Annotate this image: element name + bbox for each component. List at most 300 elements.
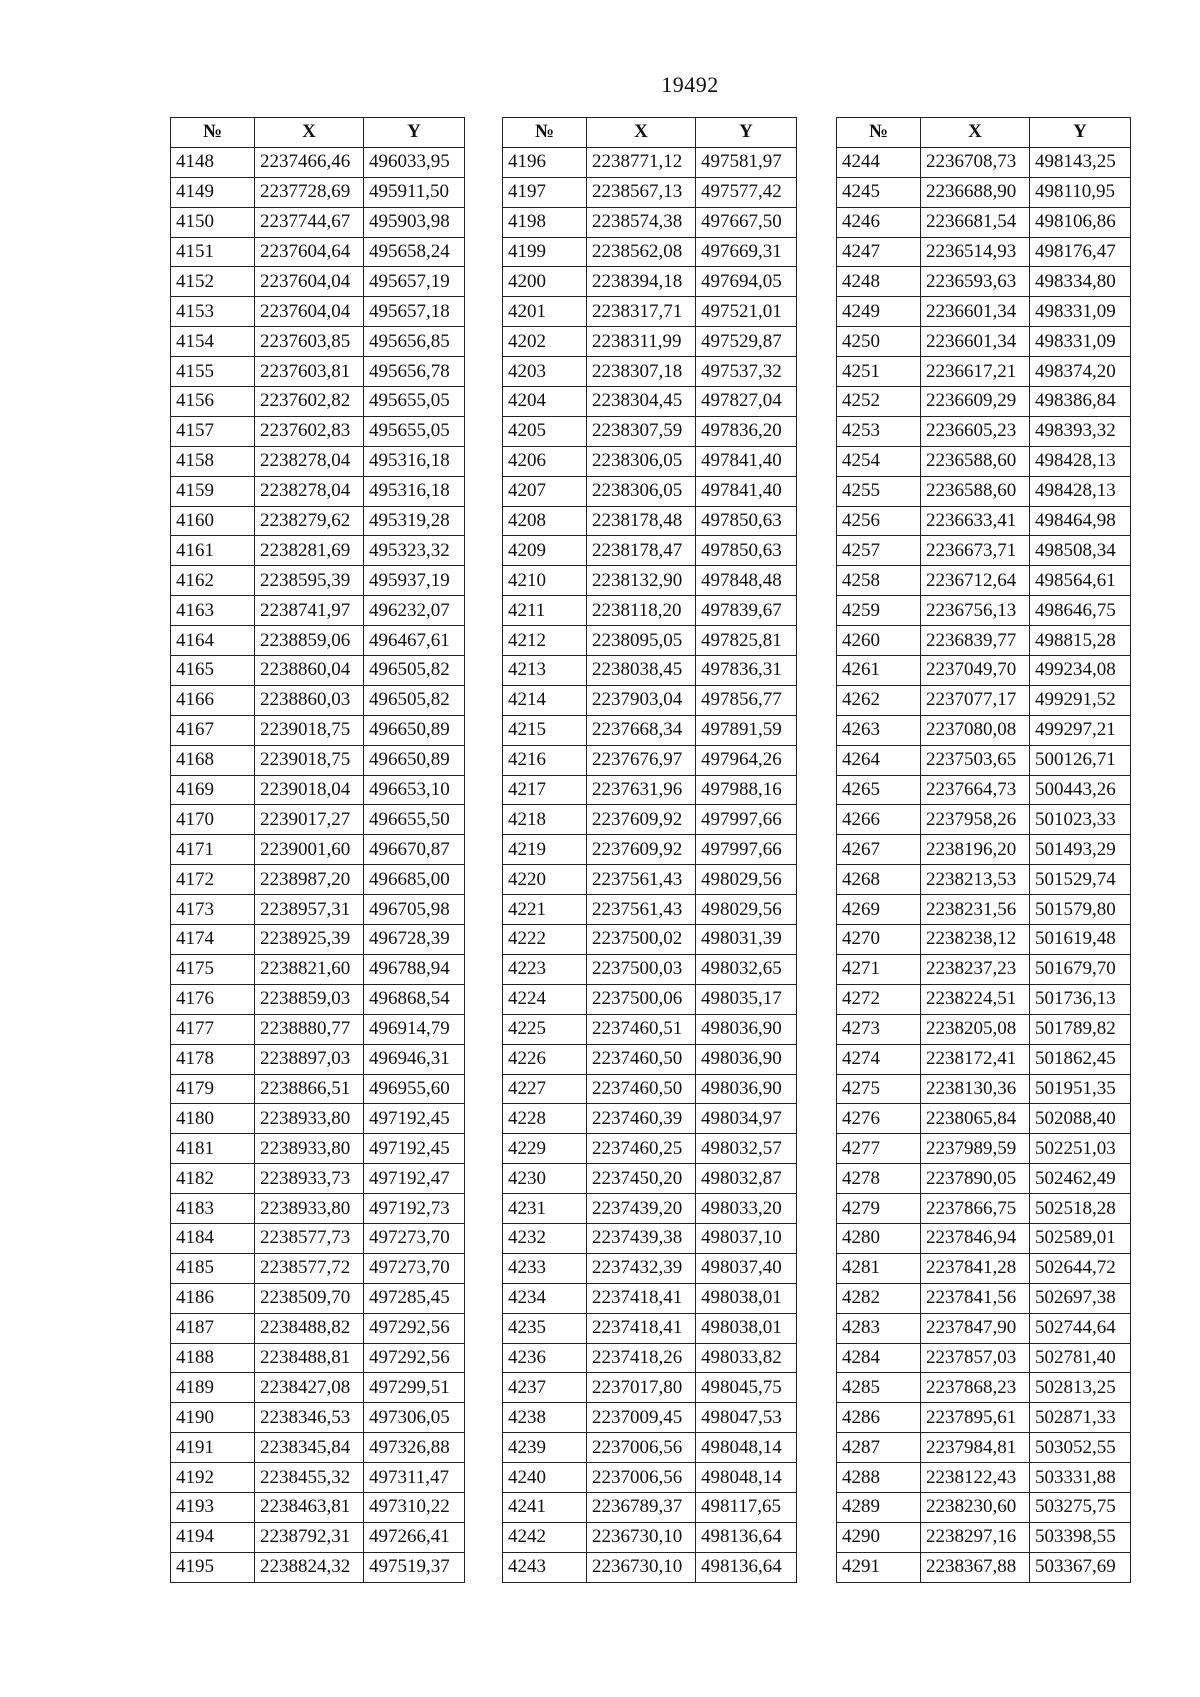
point-number-cell: 4199 xyxy=(503,237,587,267)
table-row xyxy=(503,1522,797,1552)
table-row xyxy=(837,685,1131,715)
point-number-cell: 4262 xyxy=(837,685,921,715)
point-number-cell: 4282 xyxy=(837,1283,921,1313)
point-number-cell: 4255 xyxy=(837,476,921,506)
point-number-cell: 4162 xyxy=(171,566,255,596)
point-number-cell: 4177 xyxy=(171,1014,255,1044)
x-coordinate-cell: 2238306,05 xyxy=(587,446,696,476)
table-row xyxy=(171,954,465,984)
point-number-cell: 4228 xyxy=(503,1104,587,1134)
point-number-cell: 4194 xyxy=(171,1522,255,1552)
x-coordinate-cell: 2238346,53 xyxy=(255,1403,364,1433)
x-coordinate-cell: 2238427,08 xyxy=(255,1373,364,1403)
x-coordinate-cell: 2236673,71 xyxy=(921,536,1030,566)
table-row xyxy=(503,177,797,207)
point-number-cell: 4150 xyxy=(171,207,255,237)
table-row xyxy=(171,835,465,865)
y-coordinate-cell: 495656,78 xyxy=(364,357,465,387)
point-number-cell: 4291 xyxy=(837,1552,921,1582)
table-row xyxy=(837,416,1131,446)
point-number-cell: 4263 xyxy=(837,715,921,745)
table-row xyxy=(171,1552,465,1582)
point-number-cell: 4269 xyxy=(837,895,921,925)
point-number-cell: 4210 xyxy=(503,566,587,596)
table-row xyxy=(837,566,1131,596)
table-row xyxy=(837,1433,1131,1463)
y-coordinate-cell: 497997,66 xyxy=(696,835,797,865)
point-number-cell: 4171 xyxy=(171,835,255,865)
point-number-cell: 4175 xyxy=(171,954,255,984)
x-coordinate-cell: 2238118,20 xyxy=(587,596,696,626)
x-coordinate-cell: 2237561,43 xyxy=(587,895,696,925)
point-number-cell: 4232 xyxy=(503,1223,587,1253)
table-row xyxy=(837,1044,1131,1074)
table-row xyxy=(503,476,797,506)
x-coordinate-cell: 2238307,18 xyxy=(587,357,696,387)
point-number-cell: 4237 xyxy=(503,1373,587,1403)
point-number-cell: 4247 xyxy=(837,237,921,267)
x-coordinate-cell: 2236609,29 xyxy=(921,387,1030,417)
coordinates-table-2 xyxy=(502,117,797,1583)
x-coordinate-cell: 2238367,88 xyxy=(921,1552,1030,1582)
header-y: Y xyxy=(1030,118,1131,148)
point-number-cell: 4271 xyxy=(837,954,921,984)
x-coordinate-cell: 2238122,43 xyxy=(921,1463,1030,1493)
table-row xyxy=(837,1164,1131,1194)
point-number-cell: 4156 xyxy=(171,387,255,417)
point-number-cell: 4289 xyxy=(837,1492,921,1522)
x-coordinate-cell: 2236688,90 xyxy=(921,177,1030,207)
table-row xyxy=(503,1433,797,1463)
y-coordinate-cell: 502644,72 xyxy=(1030,1253,1131,1283)
point-number-cell: 4244 xyxy=(837,147,921,177)
y-coordinate-cell: 498374,20 xyxy=(1030,357,1131,387)
y-coordinate-cell: 496505,82 xyxy=(364,685,465,715)
table-row xyxy=(837,805,1131,835)
y-coordinate-cell: 498048,14 xyxy=(696,1463,797,1493)
y-coordinate-cell: 497292,56 xyxy=(364,1313,465,1343)
point-number-cell: 4264 xyxy=(837,745,921,775)
y-coordinate-cell: 498038,01 xyxy=(696,1313,797,1343)
point-number-cell: 4159 xyxy=(171,476,255,506)
table-row xyxy=(837,1373,1131,1403)
point-number-cell: 4165 xyxy=(171,656,255,686)
y-coordinate-cell: 502781,40 xyxy=(1030,1343,1131,1373)
x-coordinate-cell: 2236708,73 xyxy=(921,147,1030,177)
y-coordinate-cell: 496955,60 xyxy=(364,1074,465,1104)
table-row xyxy=(171,1492,465,1522)
y-coordinate-cell: 496728,39 xyxy=(364,925,465,955)
table-row xyxy=(503,925,797,955)
y-coordinate-cell: 497529,87 xyxy=(696,327,797,357)
y-coordinate-cell: 496232,07 xyxy=(364,596,465,626)
table-row xyxy=(837,1074,1131,1104)
x-coordinate-cell: 2237500,02 xyxy=(587,925,696,955)
table-row xyxy=(171,327,465,357)
y-coordinate-cell: 497192,45 xyxy=(364,1134,465,1164)
x-coordinate-cell: 2236730,10 xyxy=(587,1522,696,1552)
point-number-cell: 4217 xyxy=(503,775,587,805)
point-number-cell: 4236 xyxy=(503,1343,587,1373)
y-coordinate-cell: 497891,59 xyxy=(696,715,797,745)
y-coordinate-cell: 501789,82 xyxy=(1030,1014,1131,1044)
table-row xyxy=(503,805,797,835)
x-coordinate-cell: 2237418,41 xyxy=(587,1313,696,1343)
x-coordinate-cell: 2237439,20 xyxy=(587,1194,696,1224)
point-number-cell: 4224 xyxy=(503,984,587,1014)
table-row xyxy=(837,596,1131,626)
table-row xyxy=(837,1343,1131,1373)
y-coordinate-cell: 497581,97 xyxy=(696,147,797,177)
point-number-cell: 4239 xyxy=(503,1433,587,1463)
point-number-cell: 4197 xyxy=(503,177,587,207)
y-coordinate-cell: 497266,41 xyxy=(364,1522,465,1552)
table-row xyxy=(171,1313,465,1343)
y-coordinate-cell: 498033,82 xyxy=(696,1343,797,1373)
y-coordinate-cell: 497850,63 xyxy=(696,536,797,566)
y-coordinate-cell: 498045,75 xyxy=(696,1373,797,1403)
y-coordinate-cell: 498032,57 xyxy=(696,1134,797,1164)
y-coordinate-cell: 497667,50 xyxy=(696,207,797,237)
point-number-cell: 4206 xyxy=(503,446,587,476)
y-coordinate-cell: 497285,45 xyxy=(364,1283,465,1313)
point-number-cell: 4195 xyxy=(171,1552,255,1582)
point-number-cell: 4216 xyxy=(503,745,587,775)
table-row xyxy=(837,1522,1131,1552)
point-number-cell: 4241 xyxy=(503,1492,587,1522)
x-coordinate-cell: 2238278,04 xyxy=(255,476,364,506)
header-number: № xyxy=(503,118,587,148)
x-coordinate-cell: 2238577,72 xyxy=(255,1253,364,1283)
x-coordinate-cell: 2238455,32 xyxy=(255,1463,364,1493)
point-number-cell: 4233 xyxy=(503,1253,587,1283)
x-coordinate-cell: 2237841,56 xyxy=(921,1283,1030,1313)
x-coordinate-cell: 2237866,75 xyxy=(921,1194,1030,1224)
table-row xyxy=(837,1283,1131,1313)
x-coordinate-cell: 2238792,31 xyxy=(255,1522,364,1552)
point-number-cell: 4220 xyxy=(503,865,587,895)
point-number-cell: 4277 xyxy=(837,1134,921,1164)
table-row xyxy=(503,1463,797,1493)
point-number-cell: 4182 xyxy=(171,1164,255,1194)
y-coordinate-cell: 498106,86 xyxy=(1030,207,1131,237)
x-coordinate-cell: 2236601,34 xyxy=(921,327,1030,357)
table-row xyxy=(837,476,1131,506)
x-coordinate-cell: 2237744,67 xyxy=(255,207,364,237)
point-number-cell: 4268 xyxy=(837,865,921,895)
point-number-cell: 4252 xyxy=(837,387,921,417)
table-row xyxy=(837,1492,1131,1522)
point-number-cell: 4270 xyxy=(837,925,921,955)
point-number-cell: 4209 xyxy=(503,536,587,566)
table-row xyxy=(171,1014,465,1044)
point-number-cell: 4260 xyxy=(837,626,921,656)
y-coordinate-cell: 495657,19 xyxy=(364,267,465,297)
point-number-cell: 4266 xyxy=(837,805,921,835)
x-coordinate-cell: 2238488,82 xyxy=(255,1313,364,1343)
x-coordinate-cell: 2238824,32 xyxy=(255,1552,364,1582)
point-number-cell: 4283 xyxy=(837,1313,921,1343)
table-row xyxy=(837,1014,1131,1044)
x-coordinate-cell: 2237503,65 xyxy=(921,745,1030,775)
point-number-cell: 4251 xyxy=(837,357,921,387)
table-row xyxy=(837,925,1131,955)
x-coordinate-cell: 2237846,94 xyxy=(921,1223,1030,1253)
y-coordinate-cell: 496705,98 xyxy=(364,895,465,925)
table-row xyxy=(503,685,797,715)
x-coordinate-cell: 2237668,34 xyxy=(587,715,696,745)
point-number-cell: 4253 xyxy=(837,416,921,446)
coordinates-table-3 xyxy=(836,117,1131,1583)
point-number-cell: 4259 xyxy=(837,596,921,626)
point-number-cell: 4170 xyxy=(171,805,255,835)
table-row xyxy=(837,387,1131,417)
y-coordinate-cell: 498036,90 xyxy=(696,1014,797,1044)
y-coordinate-cell: 495903,98 xyxy=(364,207,465,237)
x-coordinate-cell: 2237989,59 xyxy=(921,1134,1030,1164)
x-coordinate-cell: 2238859,03 xyxy=(255,984,364,1014)
y-coordinate-cell: 496946,31 xyxy=(364,1044,465,1074)
point-number-cell: 4219 xyxy=(503,835,587,865)
x-coordinate-cell: 2238172,41 xyxy=(921,1044,1030,1074)
x-coordinate-cell: 2237009,45 xyxy=(587,1403,696,1433)
x-coordinate-cell: 2237006,56 xyxy=(587,1433,696,1463)
y-coordinate-cell: 498032,65 xyxy=(696,954,797,984)
y-coordinate-cell: 499291,52 xyxy=(1030,685,1131,715)
table-row xyxy=(503,566,797,596)
x-coordinate-cell: 2238987,20 xyxy=(255,865,364,895)
x-coordinate-cell: 2237500,06 xyxy=(587,984,696,1014)
y-coordinate-cell: 501736,13 xyxy=(1030,984,1131,1014)
y-coordinate-cell: 500126,71 xyxy=(1030,745,1131,775)
y-coordinate-cell: 497519,37 xyxy=(364,1552,465,1582)
x-coordinate-cell: 2238574,38 xyxy=(587,207,696,237)
x-coordinate-cell: 2237890,05 xyxy=(921,1164,1030,1194)
x-coordinate-cell: 2238279,62 xyxy=(255,506,364,536)
y-coordinate-cell: 502589,01 xyxy=(1030,1223,1131,1253)
table-row xyxy=(171,626,465,656)
y-coordinate-cell: 495316,18 xyxy=(364,476,465,506)
table-row xyxy=(503,1373,797,1403)
table-row xyxy=(837,506,1131,536)
point-number-cell: 4180 xyxy=(171,1104,255,1134)
table-row xyxy=(503,1253,797,1283)
table-row xyxy=(837,835,1131,865)
table-row xyxy=(837,446,1131,476)
x-coordinate-cell: 2238577,73 xyxy=(255,1223,364,1253)
point-number-cell: 4250 xyxy=(837,327,921,357)
point-number-cell: 4261 xyxy=(837,656,921,686)
point-number-cell: 4287 xyxy=(837,1433,921,1463)
table-row xyxy=(171,1104,465,1134)
y-coordinate-cell: 496655,50 xyxy=(364,805,465,835)
point-number-cell: 4189 xyxy=(171,1373,255,1403)
y-coordinate-cell: 498047,53 xyxy=(696,1403,797,1433)
point-number-cell: 4181 xyxy=(171,1134,255,1164)
y-coordinate-cell: 497850,63 xyxy=(696,506,797,536)
x-coordinate-cell: 2239018,75 xyxy=(255,715,364,745)
x-coordinate-cell: 2237868,23 xyxy=(921,1373,1030,1403)
table-row xyxy=(171,596,465,626)
y-coordinate-cell: 502871,33 xyxy=(1030,1403,1131,1433)
y-coordinate-cell: 496033,95 xyxy=(364,147,465,177)
x-coordinate-cell: 2238933,80 xyxy=(255,1194,364,1224)
table-row xyxy=(171,566,465,596)
point-number-cell: 4218 xyxy=(503,805,587,835)
table-row xyxy=(503,1164,797,1194)
table-row xyxy=(503,745,797,775)
table-row xyxy=(171,775,465,805)
table-row xyxy=(837,267,1131,297)
table-row xyxy=(503,984,797,1014)
y-coordinate-cell: 498386,84 xyxy=(1030,387,1131,417)
table-row xyxy=(837,207,1131,237)
table-row xyxy=(171,207,465,237)
table-row xyxy=(171,745,465,775)
x-coordinate-cell: 2237466,46 xyxy=(255,147,364,177)
table-row xyxy=(171,805,465,835)
y-coordinate-cell: 501679,70 xyxy=(1030,954,1131,984)
table-row xyxy=(503,147,797,177)
point-number-cell: 4168 xyxy=(171,745,255,775)
x-coordinate-cell: 2236601,34 xyxy=(921,297,1030,327)
x-coordinate-cell: 2237847,90 xyxy=(921,1313,1030,1343)
x-coordinate-cell: 2238488,81 xyxy=(255,1343,364,1373)
point-number-cell: 4256 xyxy=(837,506,921,536)
point-number-cell: 4163 xyxy=(171,596,255,626)
point-number-cell: 4179 xyxy=(171,1074,255,1104)
y-coordinate-cell: 497310,22 xyxy=(364,1492,465,1522)
header-x: X xyxy=(255,118,364,148)
point-number-cell: 4245 xyxy=(837,177,921,207)
table-row xyxy=(503,207,797,237)
x-coordinate-cell: 2237460,51 xyxy=(587,1014,696,1044)
table-row xyxy=(503,416,797,446)
x-coordinate-cell: 2238595,39 xyxy=(255,566,364,596)
table-row xyxy=(503,1134,797,1164)
table-row xyxy=(503,1194,797,1224)
point-number-cell: 4242 xyxy=(503,1522,587,1552)
y-coordinate-cell: 503275,75 xyxy=(1030,1492,1131,1522)
table-row xyxy=(837,865,1131,895)
point-number-cell: 4187 xyxy=(171,1313,255,1343)
y-coordinate-cell: 503367,69 xyxy=(1030,1552,1131,1582)
x-coordinate-cell: 2237432,39 xyxy=(587,1253,696,1283)
table-row xyxy=(171,416,465,446)
point-number-cell: 4166 xyxy=(171,685,255,715)
y-coordinate-cell: 497192,45 xyxy=(364,1104,465,1134)
point-number-cell: 4154 xyxy=(171,327,255,357)
point-number-cell: 4202 xyxy=(503,327,587,357)
y-coordinate-cell: 495655,05 xyxy=(364,416,465,446)
table-row xyxy=(171,1522,465,1552)
table-row xyxy=(837,626,1131,656)
x-coordinate-cell: 2238213,53 xyxy=(921,865,1030,895)
point-number-cell: 4226 xyxy=(503,1044,587,1074)
table-row xyxy=(837,984,1131,1014)
point-number-cell: 4161 xyxy=(171,536,255,566)
point-number-cell: 4193 xyxy=(171,1492,255,1522)
x-coordinate-cell: 2237460,50 xyxy=(587,1044,696,1074)
point-number-cell: 4214 xyxy=(503,685,587,715)
point-number-cell: 4284 xyxy=(837,1343,921,1373)
table-row xyxy=(171,357,465,387)
table-row xyxy=(503,357,797,387)
y-coordinate-cell: 497299,51 xyxy=(364,1373,465,1403)
point-number-cell: 4185 xyxy=(171,1253,255,1283)
point-number-cell: 4215 xyxy=(503,715,587,745)
table-row xyxy=(171,476,465,506)
x-coordinate-cell: 2237857,03 xyxy=(921,1343,1030,1373)
y-coordinate-cell: 502088,40 xyxy=(1030,1104,1131,1134)
table-row xyxy=(171,1463,465,1493)
point-number-cell: 4286 xyxy=(837,1403,921,1433)
y-coordinate-cell: 497827,04 xyxy=(696,387,797,417)
x-coordinate-cell: 2238095,05 xyxy=(587,626,696,656)
x-coordinate-cell: 2238933,73 xyxy=(255,1164,364,1194)
y-coordinate-cell: 495316,18 xyxy=(364,446,465,476)
table-row xyxy=(503,865,797,895)
y-coordinate-cell: 499234,08 xyxy=(1030,656,1131,686)
header-number: № xyxy=(837,118,921,148)
table-row xyxy=(837,775,1131,805)
table-row xyxy=(503,1104,797,1134)
y-coordinate-cell: 497836,31 xyxy=(696,656,797,686)
point-number-cell: 4235 xyxy=(503,1313,587,1343)
y-coordinate-cell: 501529,74 xyxy=(1030,865,1131,895)
y-coordinate-cell: 495657,18 xyxy=(364,297,465,327)
x-coordinate-cell: 2238771,12 xyxy=(587,147,696,177)
y-coordinate-cell: 498334,80 xyxy=(1030,267,1131,297)
table-row xyxy=(171,297,465,327)
table-row xyxy=(837,1313,1131,1343)
point-number-cell: 4229 xyxy=(503,1134,587,1164)
table-row xyxy=(503,506,797,536)
y-coordinate-cell: 501023,33 xyxy=(1030,805,1131,835)
x-coordinate-cell: 2238132,90 xyxy=(587,566,696,596)
y-coordinate-cell: 498464,98 xyxy=(1030,506,1131,536)
x-coordinate-cell: 2237080,08 xyxy=(921,715,1030,745)
point-number-cell: 4148 xyxy=(171,147,255,177)
x-coordinate-cell: 2238463,81 xyxy=(255,1492,364,1522)
table-row xyxy=(171,1134,465,1164)
table-row xyxy=(837,954,1131,984)
y-coordinate-cell: 498117,65 xyxy=(696,1492,797,1522)
y-coordinate-cell: 496650,89 xyxy=(364,745,465,775)
y-coordinate-cell: 496914,79 xyxy=(364,1014,465,1044)
y-coordinate-cell: 497841,40 xyxy=(696,446,797,476)
table-row xyxy=(171,1283,465,1313)
table-row xyxy=(503,895,797,925)
table-row xyxy=(837,895,1131,925)
x-coordinate-cell: 2237460,25 xyxy=(587,1134,696,1164)
y-coordinate-cell: 498508,34 xyxy=(1030,536,1131,566)
x-coordinate-cell: 2238196,20 xyxy=(921,835,1030,865)
y-coordinate-cell: 498037,40 xyxy=(696,1253,797,1283)
x-coordinate-cell: 2239017,27 xyxy=(255,805,364,835)
point-number-cell: 4248 xyxy=(837,267,921,297)
table-row xyxy=(503,596,797,626)
table-row xyxy=(503,656,797,686)
y-coordinate-cell: 497192,47 xyxy=(364,1164,465,1194)
x-coordinate-cell: 2238562,08 xyxy=(587,237,696,267)
table-row xyxy=(503,1074,797,1104)
x-coordinate-cell: 2237631,96 xyxy=(587,775,696,805)
table-row xyxy=(503,446,797,476)
x-coordinate-cell: 2237500,03 xyxy=(587,954,696,984)
table-row xyxy=(503,1403,797,1433)
point-number-cell: 4183 xyxy=(171,1194,255,1224)
